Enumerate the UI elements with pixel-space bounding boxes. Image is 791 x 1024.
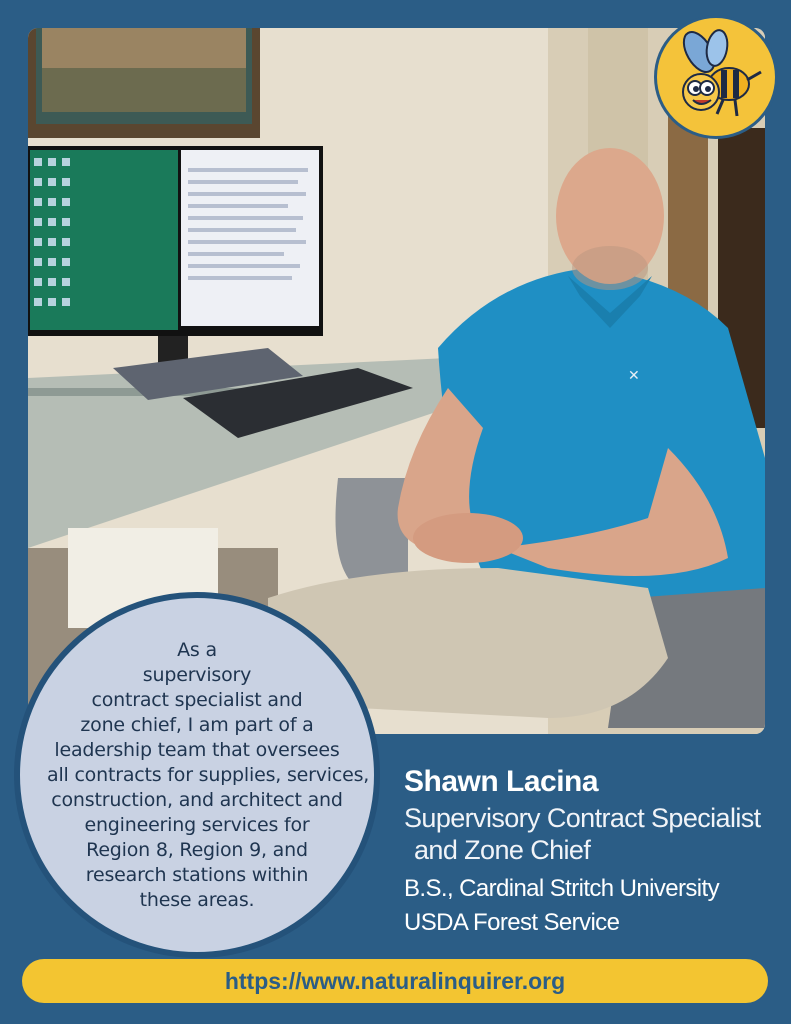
person-organization: USDA Forest Service: [404, 909, 620, 936]
quote-line: leadership team that oversees: [54, 738, 340, 761]
quote-circle: [14, 592, 380, 958]
person-name: Shawn Lacina: [404, 765, 599, 798]
title-line-2: and Zone Chief: [414, 835, 591, 865]
title-line-1: Supervisory Contract Specialist: [404, 803, 761, 833]
quote-text: [47, 638, 370, 913]
bee-mascot-logo: [657, 18, 775, 136]
quote-line: all contracts for supplies, services,: [47, 763, 370, 786]
quote-line: Region 8, Region 9, and: [86, 838, 308, 861]
person-degree: B.S., Cardinal Stritch University: [404, 875, 719, 902]
quote-line: As a: [177, 638, 217, 661]
quote-line: construction, and architect and: [51, 788, 343, 811]
url-banner[interactable]: [22, 959, 768, 1003]
website-link[interactable]: https://www.naturalinquirer.org: [224, 967, 566, 994]
svg-text:✕: ✕: [628, 368, 640, 384]
person-info: [404, 764, 774, 940]
quote-line: supervisory: [142, 663, 252, 686]
quote-line: these areas.: [139, 888, 255, 911]
quote-line: engineering services for: [84, 813, 310, 836]
quote-line: zone chief, I am part of a: [80, 713, 314, 736]
quote-line: contract specialist and: [91, 688, 303, 711]
person-title: [404, 802, 774, 866]
quote-line: research stations within: [85, 863, 309, 886]
